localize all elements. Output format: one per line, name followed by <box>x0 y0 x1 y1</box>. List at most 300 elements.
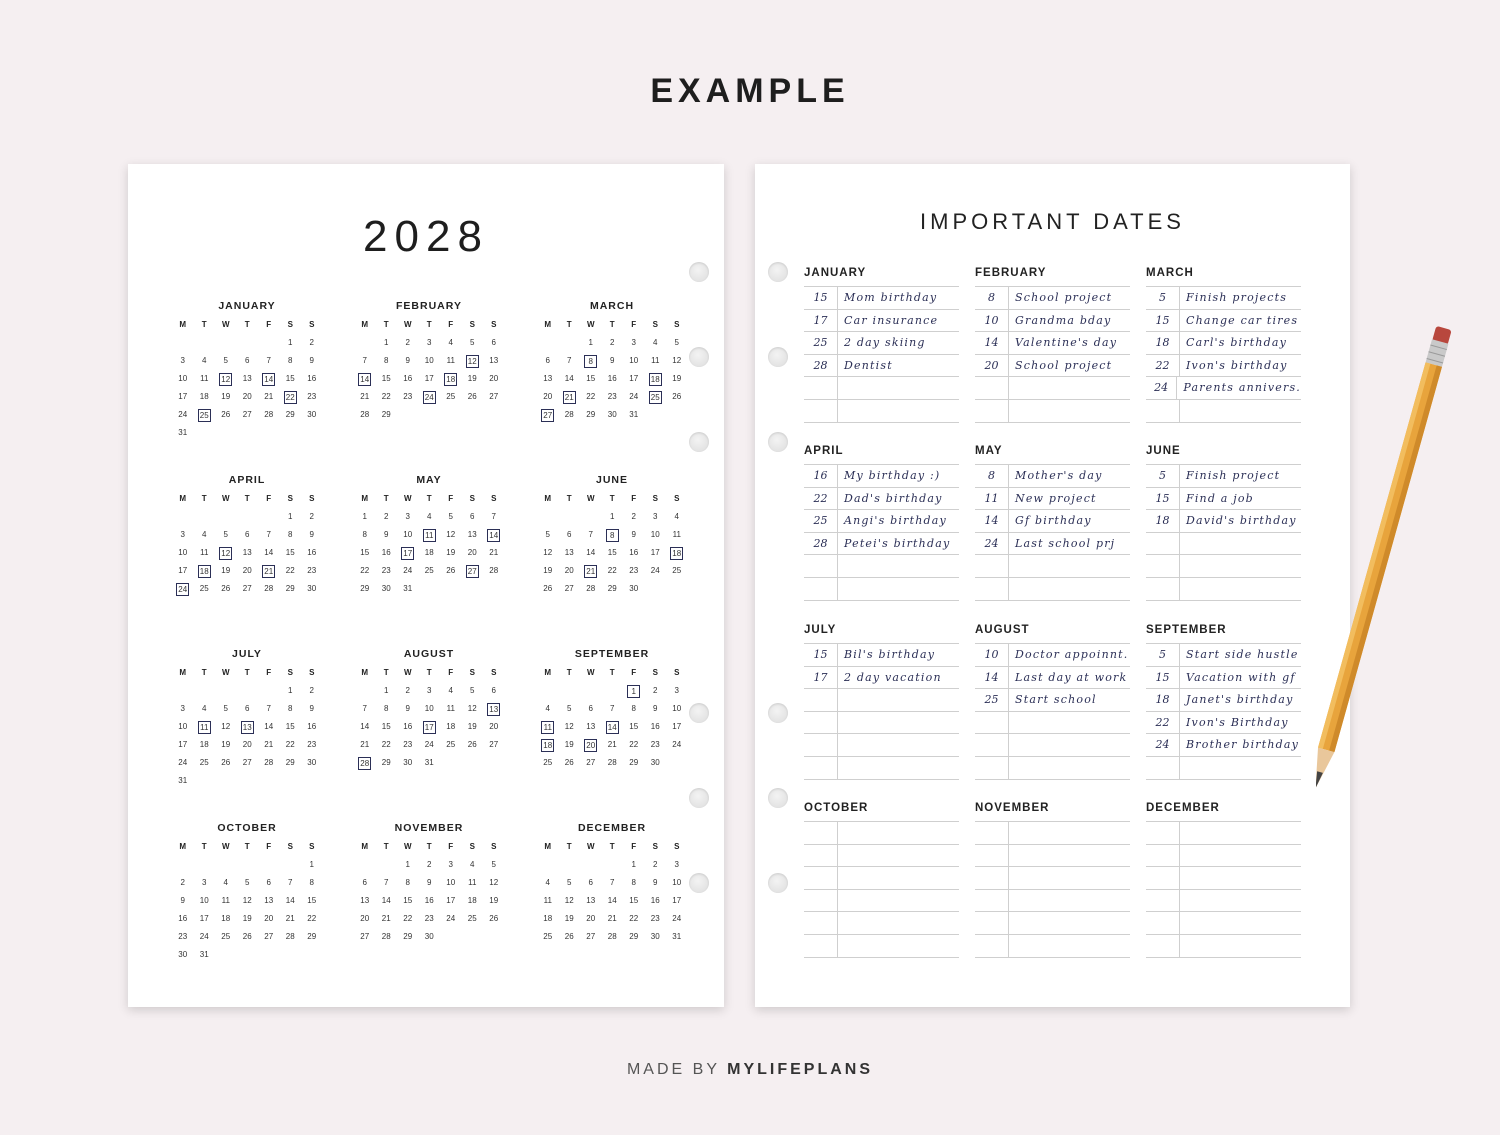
entry-day: 5 <box>1146 644 1180 666</box>
day-cell: 4 <box>202 355 207 365</box>
day-cell: 7 <box>266 355 271 365</box>
empty-date-row <box>804 867 959 890</box>
day-cell: 4 <box>470 859 475 869</box>
entry-day <box>804 867 838 889</box>
weekday-label: T <box>566 320 572 329</box>
empty-day-cell <box>537 856 559 874</box>
empty-date-row <box>975 400 1130 423</box>
day-cell: 18 <box>199 739 209 749</box>
day-cell: 24 <box>178 409 188 419</box>
important-month-december <box>1146 800 1301 958</box>
day-cell: 11 <box>221 895 230 905</box>
day-cell: 23 <box>424 913 434 923</box>
day-cell: 14 <box>360 721 370 731</box>
day-cell: 26 <box>446 565 456 575</box>
marked-day: 24 <box>172 580 194 598</box>
day-cell: 22 <box>360 565 370 575</box>
entry-text: Vacation with gf <box>1186 670 1296 684</box>
important-month-april <box>804 443 959 601</box>
entry-text: Last day at work <box>1015 670 1128 684</box>
marked-day: 11 <box>194 718 216 736</box>
day-cell: 28 <box>264 757 274 767</box>
day-cell: 17 <box>650 547 660 557</box>
day-cell: 27 <box>360 931 370 941</box>
day-cell: 22 <box>285 739 295 749</box>
entry-day <box>975 555 1009 577</box>
day-cell: 7 <box>567 355 572 365</box>
entry-text: Doctor appoinnt. <box>1015 648 1129 661</box>
marked-day: 14 <box>258 370 280 388</box>
month-day-grid <box>537 838 687 946</box>
day-cell: 12 <box>489 877 499 887</box>
month-day-grid <box>537 316 687 424</box>
day-cell: 28 <box>607 931 617 941</box>
day-cell: 5 <box>674 337 679 347</box>
day-cell: 11 <box>200 373 209 383</box>
entry-day <box>804 712 838 734</box>
day-cell: 31 <box>629 409 639 419</box>
entry-text: Last school prj <box>1015 536 1116 550</box>
entry-day: 25 <box>804 510 838 532</box>
day-cell: 3 <box>674 859 679 869</box>
day-cell: 5 <box>448 511 453 521</box>
day-cell: 29 <box>285 409 295 419</box>
weekday-label: T <box>566 842 572 851</box>
entry-day <box>1146 822 1180 844</box>
marked-day: 12 <box>215 370 237 388</box>
important-month-name: JANUARY <box>804 267 867 279</box>
month-name: NOVEMBER <box>394 822 464 834</box>
weekday-label: W <box>403 494 412 503</box>
day-cell: 8 <box>288 703 293 713</box>
weekday-label: T <box>201 668 207 677</box>
day-cell: 7 <box>610 877 615 887</box>
entry-text <box>1180 912 1186 934</box>
weekday-label: F <box>266 668 272 677</box>
entry-text: Mother's day <box>1015 469 1103 482</box>
entry-text <box>1009 555 1015 577</box>
important-date-row <box>975 644 1130 667</box>
day-cell: 13 <box>360 895 370 905</box>
day-cell: 26 <box>489 913 499 923</box>
empty-date-row <box>804 757 959 780</box>
weekday-label: S <box>287 320 293 329</box>
entry-text: Ivon's Birthday <box>1186 715 1289 729</box>
day-cell: 30 <box>307 757 317 767</box>
day-cell: 6 <box>470 511 475 521</box>
day-cell: 12 <box>564 895 574 905</box>
important-date-rows <box>1146 643 1301 780</box>
day-cell: 23 <box>650 913 660 923</box>
entry-day <box>1146 578 1180 600</box>
entry-text: My birthday :) <box>844 469 941 482</box>
entry-text <box>838 912 844 934</box>
weekday-label: S <box>491 320 497 329</box>
entry-text: Angi's birthday <box>844 514 947 528</box>
day-cell: 25 <box>543 931 553 941</box>
day-cell: 2 <box>653 859 658 869</box>
day-cell: 12 <box>221 721 231 731</box>
day-cell: 21 <box>489 547 499 557</box>
important-date-rows <box>804 286 959 423</box>
empty-day-cell <box>194 508 216 526</box>
entry-text: Parents annivers. <box>1183 381 1301 395</box>
important-date-rows <box>804 643 959 780</box>
weekday-label: M <box>544 494 552 503</box>
important-date-row <box>804 355 959 378</box>
day-cell: 6 <box>567 529 572 539</box>
month-day-grid <box>172 838 322 964</box>
day-cell: 10 <box>199 895 209 905</box>
month-name: SEPTEMBER <box>574 648 650 660</box>
day-cell: 18 <box>199 391 209 401</box>
entry-text <box>838 845 844 867</box>
day-cell: 23 <box>403 391 413 401</box>
day-cell: 27 <box>489 391 499 401</box>
day-cell: 14 <box>607 895 617 905</box>
day-cell: 20 <box>242 565 252 575</box>
weekday-label: T <box>383 668 389 677</box>
important-date-row <box>975 332 1130 355</box>
important-month-june <box>1146 443 1301 601</box>
day-cell: 15 <box>285 721 295 731</box>
entry-text <box>1009 377 1015 399</box>
day-cell: 13 <box>564 547 574 557</box>
day-cell: 26 <box>221 757 231 767</box>
month-name: FEBRUARY <box>396 300 462 312</box>
day-cell: 29 <box>403 931 413 941</box>
day-cell: 4 <box>223 877 228 887</box>
entry-day: 15 <box>804 644 838 666</box>
weekday-label: S <box>674 842 680 851</box>
weekday-label: W <box>403 320 412 329</box>
important-month-name: SEPTEMBER <box>1146 624 1227 636</box>
important-month-name: MARCH <box>1146 267 1194 279</box>
marked-day: 27 <box>462 562 484 580</box>
day-cell: 17 <box>629 373 639 383</box>
month-name: MAY <box>416 474 442 486</box>
empty-date-row <box>804 822 959 845</box>
binder-hole <box>768 873 788 893</box>
day-cell: 31 <box>178 427 188 437</box>
important-date-rows <box>975 286 1130 423</box>
month-calendar-october <box>172 821 322 964</box>
important-date-row <box>1146 667 1301 690</box>
empty-date-row <box>804 734 959 757</box>
day-cell: 12 <box>467 703 477 713</box>
entry-text: Dentist <box>844 358 893 372</box>
marked-day: 18 <box>666 544 688 562</box>
entry-day: 25 <box>975 689 1009 711</box>
month-name: AUGUST <box>403 648 455 660</box>
entry-day <box>1146 845 1180 867</box>
weekday-label: F <box>448 320 454 329</box>
day-cell: 11 <box>468 877 477 887</box>
day-cell: 2 <box>653 685 658 695</box>
important-date-row <box>804 332 959 355</box>
day-cell: 28 <box>264 409 274 419</box>
day-cell: 24 <box>650 565 660 575</box>
day-cell: 13 <box>242 547 252 557</box>
marked-day: 20 <box>580 736 602 754</box>
empty-date-row <box>1146 533 1301 556</box>
day-cell: 11 <box>446 355 455 365</box>
day-cell: 20 <box>586 913 596 923</box>
weekday-label: W <box>221 668 230 677</box>
month-calendar-june <box>537 473 687 598</box>
entry-day <box>804 935 838 957</box>
day-cell: 15 <box>307 895 317 905</box>
marked-day: 25 <box>645 388 667 406</box>
entry-day <box>975 734 1009 756</box>
empty-date-row <box>975 822 1130 845</box>
day-cell: 18 <box>221 913 231 923</box>
marked-day: 1 <box>623 682 645 700</box>
day-cell: 17 <box>446 895 456 905</box>
weekday-label: T <box>609 494 615 503</box>
marked-day: 18 <box>194 562 216 580</box>
day-cell: 5 <box>223 529 228 539</box>
entry-day <box>1146 400 1180 422</box>
entry-text: Start school <box>1015 693 1097 707</box>
day-cell: 25 <box>672 565 682 575</box>
empty-day-cell <box>172 682 194 700</box>
entry-text: Finish projects <box>1186 291 1288 304</box>
important-date-row <box>975 355 1130 378</box>
day-cell: 23 <box>307 565 317 575</box>
entry-text <box>838 734 844 756</box>
entry-day <box>1146 757 1180 779</box>
empty-day-cell <box>237 856 259 874</box>
day-cell: 4 <box>448 337 453 347</box>
weekday-label: T <box>244 668 250 677</box>
marked-day: 12 <box>215 544 237 562</box>
day-cell: 28 <box>564 409 574 419</box>
day-cell: 3 <box>405 511 410 521</box>
important-date-row <box>804 488 959 511</box>
month-calendar-november <box>354 821 504 946</box>
day-cell: 24 <box>672 913 682 923</box>
weekday-label: T <box>609 320 615 329</box>
day-cell: 15 <box>285 373 295 383</box>
month-calendar-december <box>537 821 687 946</box>
empty-day-cell <box>172 508 194 526</box>
empty-day-cell <box>559 334 581 352</box>
important-date-row <box>1146 644 1301 667</box>
day-cell: 9 <box>405 703 410 713</box>
day-cell: 19 <box>221 565 231 575</box>
day-cell: 3 <box>427 337 432 347</box>
weekday-label: S <box>287 668 293 677</box>
binder-hole <box>768 347 788 367</box>
day-cell: 19 <box>467 373 477 383</box>
day-cell: 21 <box>607 739 617 749</box>
empty-date-row <box>1146 890 1301 913</box>
month-calendar-may <box>354 473 504 598</box>
day-cell: 6 <box>545 355 550 365</box>
empty-day-cell <box>537 508 559 526</box>
weekday-label: S <box>309 668 315 677</box>
important-month-october <box>804 800 959 958</box>
day-cell: 5 <box>245 877 250 887</box>
day-cell: 6 <box>491 685 496 695</box>
day-cell: 7 <box>266 529 271 539</box>
marked-day: 21 <box>258 562 280 580</box>
day-cell: 4 <box>653 337 658 347</box>
day-cell: 31 <box>178 775 188 785</box>
day-cell: 7 <box>491 511 496 521</box>
day-cell: 9 <box>631 529 636 539</box>
day-cell: 9 <box>427 877 432 887</box>
day-cell: 19 <box>564 913 574 923</box>
empty-date-row <box>1146 935 1301 958</box>
empty-day-cell <box>537 334 559 352</box>
weekday-label: W <box>586 842 595 851</box>
day-cell: 12 <box>242 895 252 905</box>
weekday-label: T <box>426 494 432 503</box>
marked-day: 22 <box>280 388 302 406</box>
entry-day: 15 <box>804 287 838 309</box>
entry-day: 22 <box>804 488 838 510</box>
day-cell: 24 <box>446 913 456 923</box>
day-cell: 26 <box>672 391 682 401</box>
weekday-label: S <box>491 494 497 503</box>
empty-day-cell <box>354 856 376 874</box>
entry-text <box>838 822 844 844</box>
entry-day <box>975 912 1009 934</box>
day-cell: 10 <box>178 547 188 557</box>
binder-hole <box>689 703 709 723</box>
entry-day: 11 <box>975 488 1009 510</box>
day-cell: 7 <box>362 703 367 713</box>
day-cell: 10 <box>403 529 413 539</box>
weekday-label: F <box>631 494 637 503</box>
entry-text: David's birthday <box>1186 514 1297 528</box>
day-cell: 8 <box>384 703 389 713</box>
day-cell: 15 <box>360 547 370 557</box>
day-cell: 30 <box>607 409 617 419</box>
entry-day: 5 <box>1146 465 1180 487</box>
empty-date-row <box>804 890 959 913</box>
important-dates-page <box>755 164 1350 1007</box>
day-cell: 16 <box>607 373 617 383</box>
weekday-label: F <box>266 320 272 329</box>
empty-day-cell <box>580 508 602 526</box>
entry-text <box>1009 712 1015 734</box>
entry-day <box>804 845 838 867</box>
important-month-may <box>975 443 1130 601</box>
day-cell: 17 <box>178 565 188 575</box>
important-date-row <box>1146 488 1301 511</box>
day-cell: 7 <box>266 703 271 713</box>
marked-day: 28 <box>354 754 376 772</box>
entry-day: 20 <box>975 355 1009 377</box>
day-cell: 30 <box>403 757 413 767</box>
entry-text <box>1180 822 1186 844</box>
day-cell: 30 <box>178 949 188 959</box>
entry-text: School project <box>1015 291 1113 304</box>
empty-date-row <box>804 845 959 868</box>
day-cell: 24 <box>629 391 639 401</box>
weekday-label: M <box>361 668 369 677</box>
entry-text: Gf birthday <box>1015 514 1092 528</box>
empty-date-row <box>975 555 1130 578</box>
day-cell: 16 <box>650 721 660 731</box>
weekday-label: W <box>221 842 230 851</box>
day-cell: 15 <box>381 373 391 383</box>
entry-text <box>838 689 844 711</box>
day-cell: 18 <box>446 721 456 731</box>
month-name: APRIL <box>228 474 266 486</box>
entry-day <box>804 757 838 779</box>
day-cell: 20 <box>564 565 574 575</box>
weekday-label: M <box>544 320 552 329</box>
weekday-label: F <box>448 494 454 503</box>
weekday-label: T <box>244 320 250 329</box>
day-cell: 7 <box>362 355 367 365</box>
weekday-label: S <box>469 320 475 329</box>
entry-day: 17 <box>804 667 838 689</box>
entry-day: 15 <box>1146 488 1180 510</box>
day-cell: 30 <box>424 931 434 941</box>
day-cell: 11 <box>651 355 660 365</box>
day-cell: 20 <box>242 391 252 401</box>
day-cell: 2 <box>610 337 615 347</box>
day-cell: 10 <box>672 703 682 713</box>
day-cell: 1 <box>405 859 410 869</box>
day-cell: 9 <box>309 529 314 539</box>
empty-day-cell <box>580 682 602 700</box>
empty-day-cell <box>194 856 216 874</box>
day-cell: 2 <box>309 511 314 521</box>
day-cell: 23 <box>403 739 413 749</box>
day-cell: 29 <box>381 757 391 767</box>
entry-day <box>975 578 1009 600</box>
day-cell: 2 <box>631 511 636 521</box>
day-cell: 16 <box>307 547 317 557</box>
day-cell: 20 <box>360 913 370 923</box>
day-cell: 25 <box>543 757 553 767</box>
entry-text <box>1180 845 1186 867</box>
entry-text <box>1180 935 1186 957</box>
day-cell: 26 <box>467 391 477 401</box>
entry-day: 18 <box>1146 689 1180 711</box>
entry-text: Bil's birthday <box>844 648 936 661</box>
weekday-label: T <box>383 842 389 851</box>
empty-date-row <box>975 845 1130 868</box>
day-cell: 3 <box>180 529 185 539</box>
day-cell: 21 <box>360 739 370 749</box>
important-date-row <box>1146 310 1301 333</box>
entry-text: Start side hustle <box>1186 648 1299 661</box>
weekday-label: T <box>244 494 250 503</box>
entry-day: 15 <box>1146 310 1180 332</box>
important-date-row <box>1146 712 1301 735</box>
day-cell: 15 <box>403 895 413 905</box>
weekday-label: M <box>179 494 187 503</box>
empty-date-row <box>804 555 959 578</box>
important-month-november <box>975 800 1130 958</box>
weekday-label: W <box>403 842 412 851</box>
year-calendar-page <box>128 164 724 1007</box>
entry-text: Car insurance <box>844 313 939 327</box>
day-cell: 7 <box>588 529 593 539</box>
day-cell: 30 <box>381 583 391 593</box>
day-cell: 21 <box>264 391 274 401</box>
entry-text <box>1009 935 1015 957</box>
empty-date-row <box>804 935 959 958</box>
day-cell: 27 <box>586 931 596 941</box>
